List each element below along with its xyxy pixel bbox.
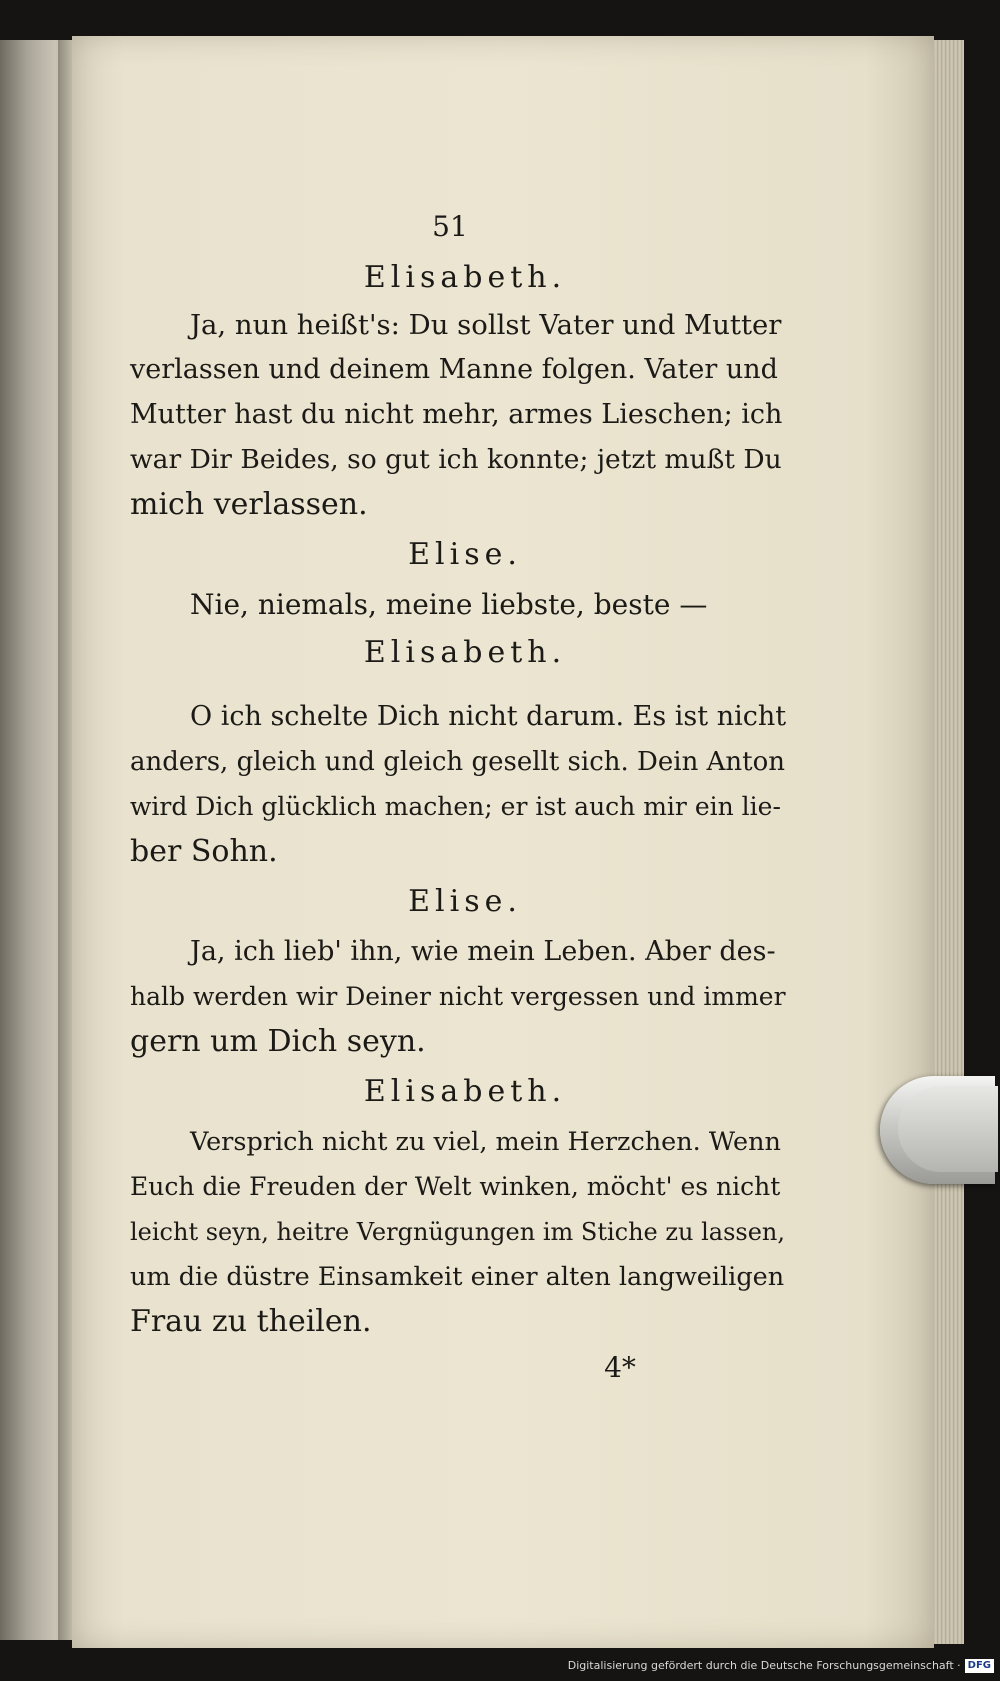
text-line: O ich schelte Dich nicht darum. Es ist nicht [190, 701, 787, 732]
speaker-heading: Elisabeth. [363, 260, 567, 295]
text-line: Euch die Freuden der Welt winken, möcht' es nicht [130, 1172, 781, 1201]
text-line: Mutter hast du nicht mehr, armes Lieschen; ich [130, 399, 783, 430]
speaker-heading: Elise. [408, 884, 522, 919]
text-line: war Dir Beides, so gut ich konnte; jetzt mußt Du [130, 444, 782, 475]
dfg-logo-icon: DFG [965, 1659, 994, 1673]
text-line: Nie, niemals, meine liebste, beste — [190, 588, 708, 621]
speaker-heading: Elise. [408, 537, 522, 572]
text-line: Ja, ich lieb' ihn, wie mein Leben. Aber des- [190, 936, 776, 967]
text-line: Versprich nicht zu viel, mein Herzchen. Wenn [190, 1127, 781, 1157]
speaker-heading: Elisabeth. [363, 1074, 567, 1109]
text-line: halb werden wir Deiner nicht vergessen und immer [130, 982, 786, 1011]
printer-signature: 4* [604, 1351, 636, 1384]
text-line: leicht seyn, heitre Vergnügungen im Stiche zu lassen, [130, 1218, 786, 1246]
text-line: Frau zu theilen. [130, 1304, 372, 1339]
credit-text: Digitalisierung gefördert durch die Deutsche Forschungsgemeinschaft · [567, 1659, 961, 1672]
text-line: ber Sohn. [130, 834, 278, 869]
digitization-credit [568, 1657, 994, 1675]
text-line: gern um Dich seyn. [130, 1024, 426, 1059]
text-line: mich verlassen. [130, 487, 368, 522]
speaker-heading: Elisabeth. [363, 635, 567, 670]
text-line: anders, gleich und gleich gesellt sich. Dein Anton [130, 747, 785, 777]
page-number: 51 [432, 210, 468, 243]
text-line: Ja, nun heißt's: Du sollst Vater und Mutter [190, 309, 782, 341]
text-line: verlassen und deinem Manne folgen. Vater und [130, 354, 778, 385]
text-line: wird Dich glücklich machen; er ist auch mir ein lie- [130, 792, 781, 821]
text-line: um die düstre Einsamkeit einer alten langweiligen [130, 1262, 785, 1292]
